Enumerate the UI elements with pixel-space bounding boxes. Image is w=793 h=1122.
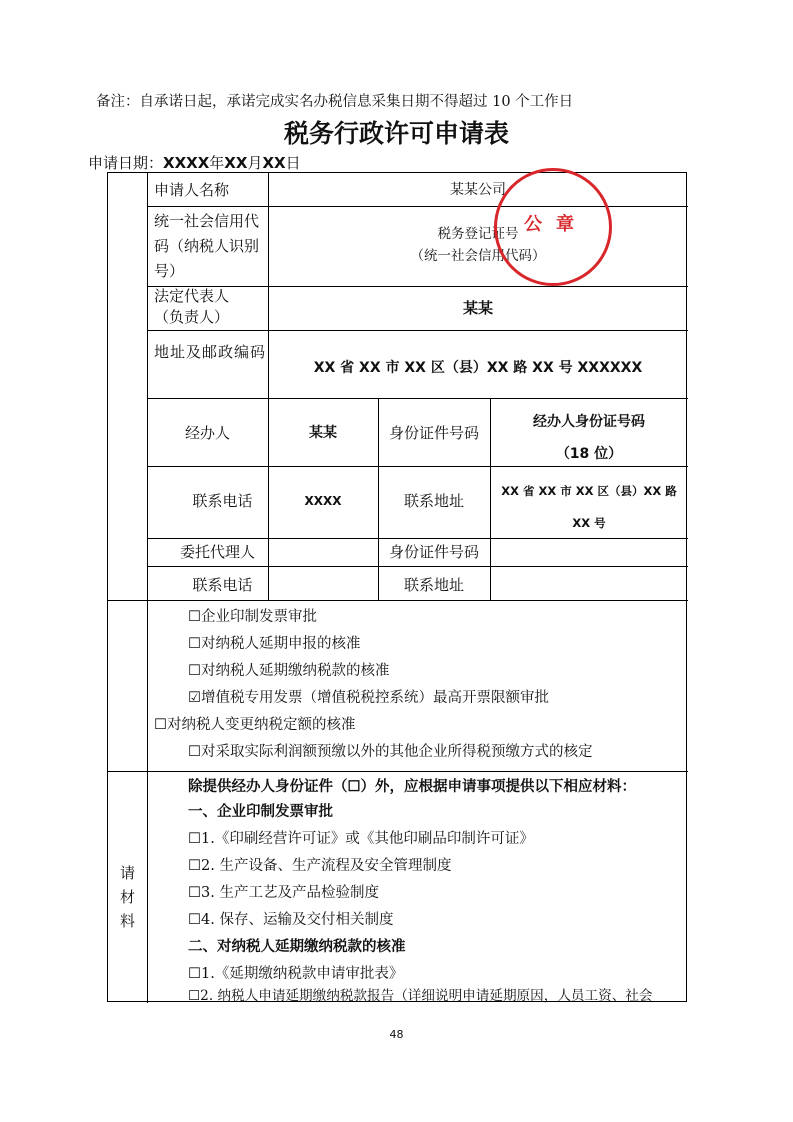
- applicant-name-value: 某某公司: [450, 182, 506, 198]
- date-day-unit: 日: [285, 154, 301, 172]
- official-seal-text: 公章: [524, 214, 588, 235]
- page-number: 48: [389, 1028, 404, 1041]
- side-char-1: 请: [119, 864, 135, 882]
- footnote-remark: 备注：自承诺日起，承诺完成实名办税信息采集日期不得超过 10 个工作日: [96, 94, 574, 110]
- item-delayed-filing[interactable]: ☐对纳税人延期申报的核准: [188, 636, 361, 652]
- handler-label: 经办人: [184, 424, 230, 442]
- handler-phone-label: 联系电话: [192, 492, 253, 510]
- handler-value: 某某: [309, 425, 337, 441]
- legal-rep-value: 某某: [462, 299, 493, 317]
- handler-id-label: 身份证件号码: [388, 424, 479, 442]
- item-vat-invoice-limit[interactable]: ☑增值税专用发票（增值税税控系统）最高开票限额审批: [188, 690, 549, 706]
- side-char-3: 料: [119, 912, 135, 930]
- handler-id-value-line1: 经办人身份证号码: [533, 414, 645, 430]
- date-month: XX: [224, 154, 248, 172]
- material-2-1[interactable]: ☐1.《延期缴纳税款申请审批表》: [188, 966, 404, 982]
- handler-address-value: [490, 475, 688, 539]
- material-1-1[interactable]: ☐1.《印刷经营许可证》或《其他印刷品印制许可证》: [188, 831, 534, 847]
- item-delayed-payment[interactable]: ☐对纳税人延期缴纳税款的核准: [188, 663, 390, 679]
- handler-id-value: [490, 406, 688, 470]
- agent-id-label: 身份证件号码: [388, 543, 479, 561]
- application-form-table: [107, 172, 687, 1002]
- credit-code-value-line1: 税务登记证号: [437, 226, 519, 242]
- handler-address-value-line1: XX 省 XX 市 XX 区（县）XX 路: [501, 484, 677, 498]
- side-char-2: 材: [119, 888, 135, 906]
- credit-code-value: [268, 223, 688, 267]
- form-title: 税务行政许可申请表: [283, 119, 509, 148]
- legal-rep-label: 法定代表人（负责人）: [154, 287, 230, 326]
- materials-section-1: 一、企业印制发票审批: [188, 803, 333, 820]
- material-1-2[interactable]: ☐2. 生产设备、生产流程及安全管理制度: [188, 858, 452, 874]
- materials-intro: 除提供经办人身份证件（☐）外，应根据申请事项提供以下相应材料：: [188, 778, 636, 795]
- application-date: [88, 152, 301, 173]
- item-prepayment-method[interactable]: ☐对采取实际利润额预缴以外的其他企业所得税预缴方式的核定: [188, 744, 593, 760]
- agent-phone-label: 联系电话: [192, 576, 253, 594]
- credit-code-label: 统一社会信用代码（纳税人识别号）: [154, 212, 260, 280]
- address-postcode-label: 地址及邮政编码: [154, 343, 267, 361]
- materials-section-2: 二、对纳税人延期缴纳税款的核准: [188, 938, 406, 955]
- date-month-unit: 月: [247, 154, 263, 172]
- handler-phone-value: XXXX: [304, 494, 342, 508]
- item-quota-change[interactable]: ☐对纳税人变更纳税定额的核准: [154, 717, 356, 733]
- agent-label: 委托代理人: [179, 543, 255, 561]
- applicant-name-label: 申请人名称: [154, 181, 230, 199]
- materials-side-label: [108, 861, 147, 933]
- item-invoice-printing[interactable]: ☐企业印制发票审批: [188, 609, 317, 625]
- handler-address-value-line2: XX 号: [572, 516, 606, 530]
- date-label: 申请日期：: [88, 154, 164, 172]
- date-year: XXXX: [163, 154, 210, 172]
- date-day: XX: [262, 154, 286, 172]
- date-year-unit: 年: [209, 154, 225, 172]
- material-2-2[interactable]: ☐2. 纳税人申请延期缴纳税款报告（详细说明申请延期原因，人员工资、社会: [188, 988, 653, 1004]
- material-1-3[interactable]: ☐3. 生产工艺及产品检验制度: [188, 885, 379, 901]
- handler-address-label: 联系地址: [403, 492, 464, 510]
- address-postcode-value: XX 省 XX 市 XX 区（县）XX 路 XX 号 XXXXXX: [313, 360, 643, 376]
- material-1-4[interactable]: ☐4. 保存、运输及交付相关制度: [188, 912, 394, 928]
- credit-code-value-line2: （统一社会信用代码）: [410, 248, 546, 264]
- handler-id-value-line2: （18 位）: [555, 446, 623, 462]
- agent-address-label: 联系地址: [403, 576, 464, 594]
